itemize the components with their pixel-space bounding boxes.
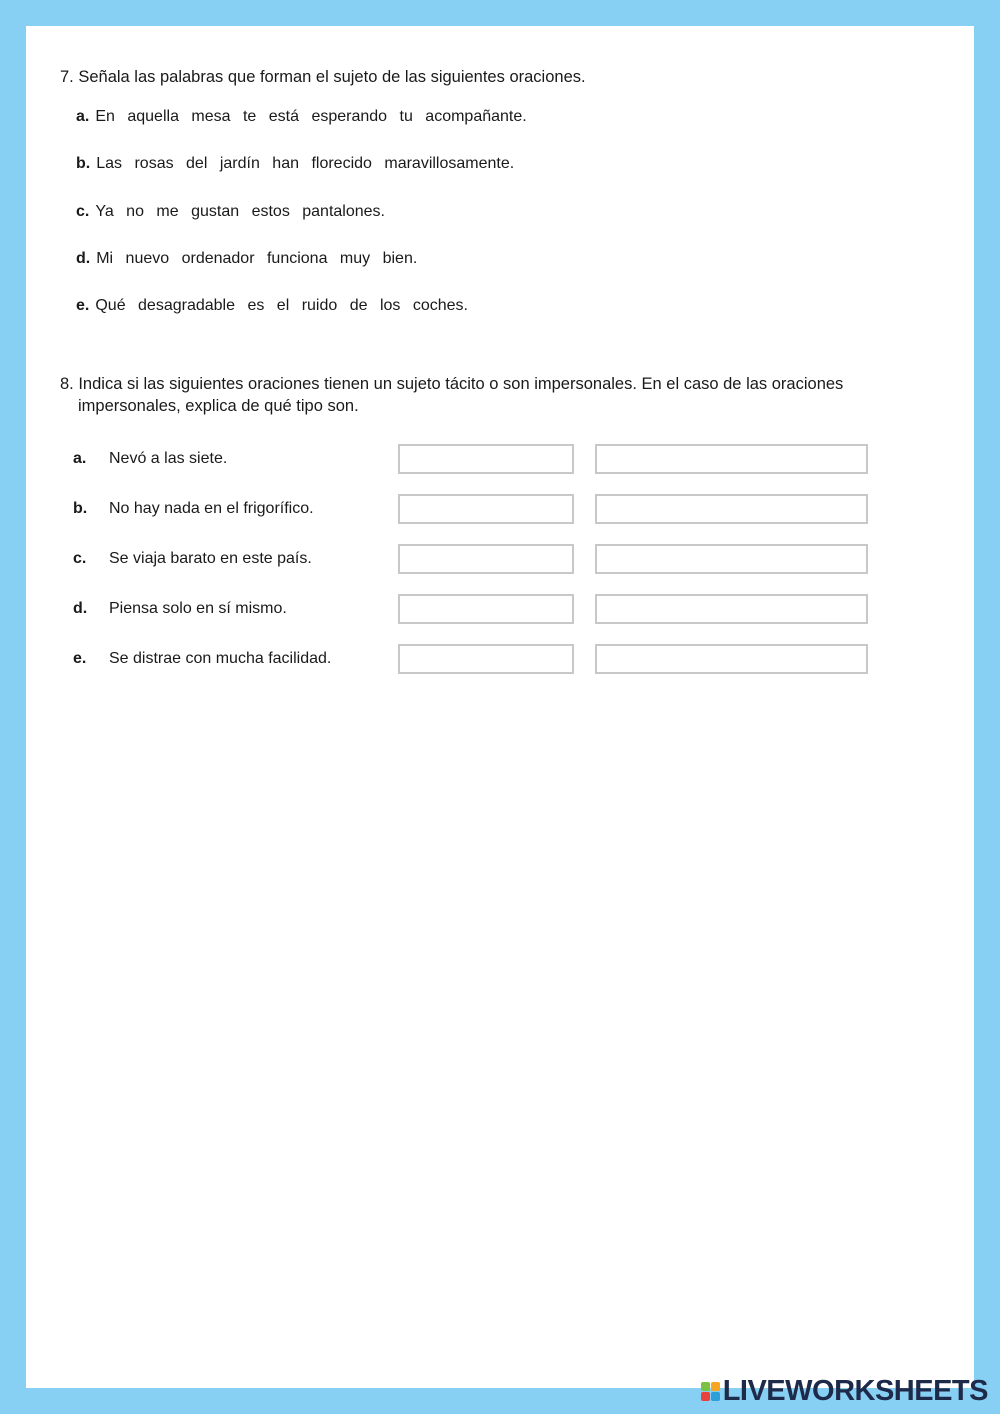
q8-sentence-text: Se distrae con mucha facilidad. — [109, 650, 332, 667]
q8-answer-explanation-input[interactable] — [595, 544, 868, 574]
q8-answer-type-input[interactable] — [398, 494, 574, 524]
question-8-title — [60, 373, 950, 417]
q8-letter: b. — [73, 500, 88, 517]
q7-letter: c. — [76, 203, 90, 220]
q8-sentence-text: Piensa solo en sí mismo. — [109, 600, 287, 617]
q8-letter: a. — [73, 450, 87, 467]
q8-answer-type-input[interactable] — [398, 594, 574, 624]
brand-wordmark: LIVEWORKSHEETS — [722, 1375, 988, 1407]
q7-sentence-text[interactable]: Las rosas del jardín han florecido maravillosamente. — [96, 155, 515, 172]
q8-answer-type-input[interactable] — [398, 444, 574, 474]
worksheet-page — [26, 26, 974, 1388]
liveworksheets-logo-icon — [701, 1382, 720, 1401]
q8-answer-explanation-input[interactable] — [595, 444, 868, 474]
q7-letter: b. — [76, 155, 91, 172]
question-7-title: 7. Señala las palabras que forman el sujeto de las siguientes oraciones. — [60, 68, 586, 86]
q8-answer-type-input[interactable] — [398, 544, 574, 574]
logo-square-green — [701, 1382, 710, 1391]
question-8-title-line2: impersonales, explica de qué tipo son. — [78, 397, 359, 415]
q8-sentence-text: Nevó a las siete. — [109, 450, 228, 467]
q8-answer-type-input[interactable] — [398, 644, 574, 674]
liveworksheets-brand — [701, 1375, 988, 1408]
q8-answer-explanation-input[interactable] — [595, 594, 868, 624]
q8-row-c — [26, 544, 974, 578]
q8-row-a — [26, 444, 974, 478]
q7-sentence-e[interactable] — [76, 297, 468, 315]
q8-letter: c. — [73, 550, 87, 567]
q7-sentence-text[interactable]: Qué desagradable es el ruido de los coches. — [95, 297, 468, 314]
q8-letter: e. — [73, 650, 87, 667]
q7-letter: e. — [76, 297, 90, 314]
q7-letter: d. — [76, 250, 91, 267]
logo-square-blue — [711, 1392, 720, 1401]
q8-row-b — [26, 494, 974, 528]
q7-sentence-text[interactable]: Ya no me gustan estos pantalones. — [95, 203, 385, 220]
q7-sentence-a[interactable] — [76, 108, 527, 126]
logo-square-orange — [711, 1382, 720, 1391]
q7-sentence-d[interactable] — [76, 250, 417, 268]
q8-letter: d. — [73, 600, 88, 617]
q8-answer-explanation-input[interactable] — [595, 644, 868, 674]
q8-sentence-text: Se viaja barato en este país. — [109, 550, 312, 567]
logo-square-red — [701, 1392, 710, 1401]
q7-sentence-c[interactable] — [76, 203, 385, 221]
q7-sentence-b[interactable] — [76, 155, 514, 173]
q8-row-e — [26, 644, 974, 678]
q8-sentence-text: No hay nada en el frigorífico. — [109, 500, 314, 517]
q7-sentence-text[interactable]: Mi nuevo ordenador funciona muy bien. — [96, 250, 418, 267]
q7-letter: a. — [76, 108, 90, 125]
question-8-title-line1: 8. Indica si las siguientes oraciones tienen un sujeto tácito o son impersonales. En el caso de las oraciones — [60, 375, 844, 393]
q8-row-d — [26, 594, 974, 628]
q7-sentence-text[interactable]: En aquella mesa te está esperando tu acompañante. — [95, 108, 527, 125]
q8-answer-explanation-input[interactable] — [595, 494, 868, 524]
